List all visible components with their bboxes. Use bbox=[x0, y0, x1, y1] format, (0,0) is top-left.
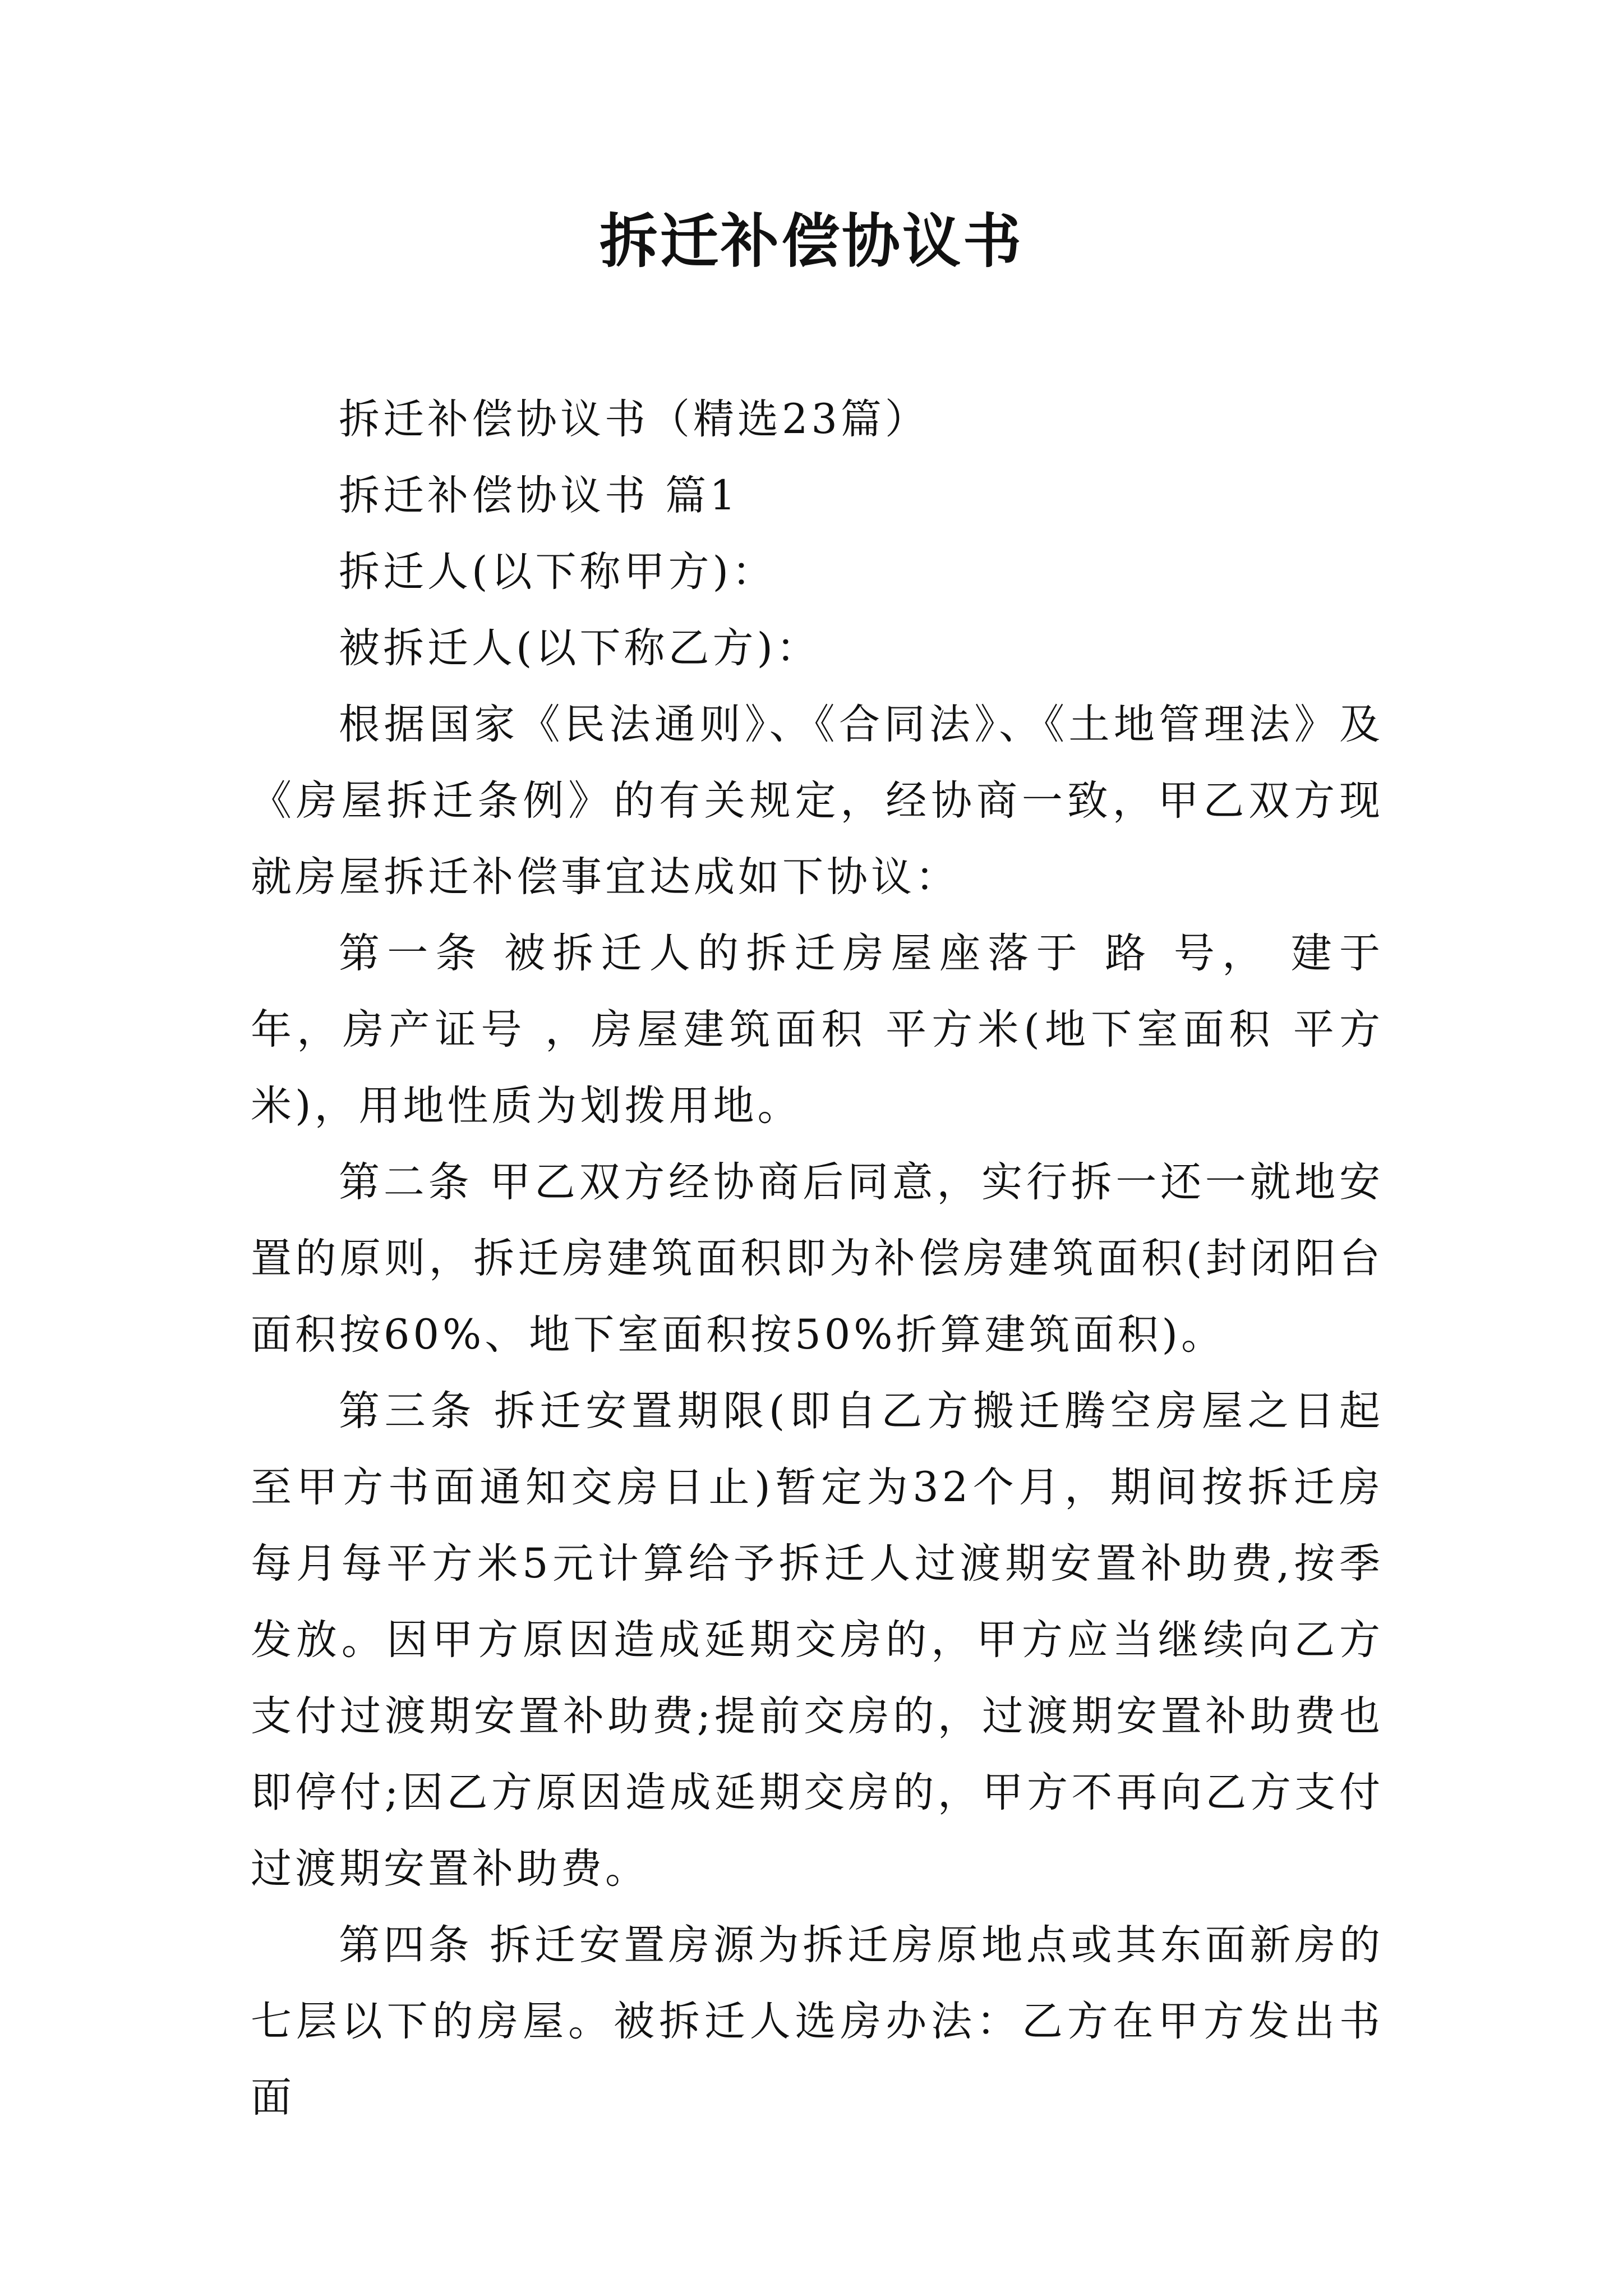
paragraph-article-4: 第四条 拆迁安置房源为拆迁房原地点或其东面新房的七层以下的房屋。被拆迁人选房办法：乙方在甲方发出书面 bbox=[251, 1921, 1384, 2122]
document-title: 拆迁补偿协议书 bbox=[599, 206, 1023, 275]
paragraph-preamble: 根据国家《民法通则》、《合同法》、《土地管理法》及《房屋拆迁条例》的有关规定，经协商一致，甲乙双方现就房屋拆迁补偿事宜达成如下协议： bbox=[251, 701, 1384, 901]
paragraph-article-3: 第三条 拆迁安置期限(即自乙方搬迁腾空房屋之日起至甲方书面通知交房日止)暂定为32个月，期间按拆迁房每月每平方米5元计算给予拆迁人过渡期安置补助费,按季发放。因甲方原因造成延期交房的，甲方应当继续向乙方支付过渡期安置补助费;提前交房的，过渡期安置补助费也即停付;因乙方原因造成延期交房的，甲方不再向乙方支付过渡期安置补助费。 bbox=[251, 1387, 1384, 1893]
paragraph-party-a: 拆迁人(以下称甲方)： bbox=[339, 548, 776, 596]
paragraph-article-1: 第一条 被拆迁人的拆迁房屋座落于 路 号， 建于 年，房产证号 ，房屋建筑面积 平方米(地下室面积 平方米)，用地性质为划拨用地。 bbox=[251, 930, 1384, 1130]
paragraph-section-heading: 拆迁补偿协议书 篇1 bbox=[339, 472, 739, 519]
paragraph-article-2: 第二条 甲乙双方经协商后同意，实行拆一还一就地安置的原则，拆迁房建筑面积即为补偿房建筑面积(封闭阳台面积按60%、地下室面积按50%折算建筑面积)。 bbox=[251, 1158, 1384, 1359]
paragraph-party-b: 被拆迁人(以下称乙方)： bbox=[339, 624, 820, 672]
paragraph-subtitle: 拆迁补偿协议书（精选23篇） bbox=[339, 395, 929, 443]
document-body bbox=[251, 381, 1384, 2136]
